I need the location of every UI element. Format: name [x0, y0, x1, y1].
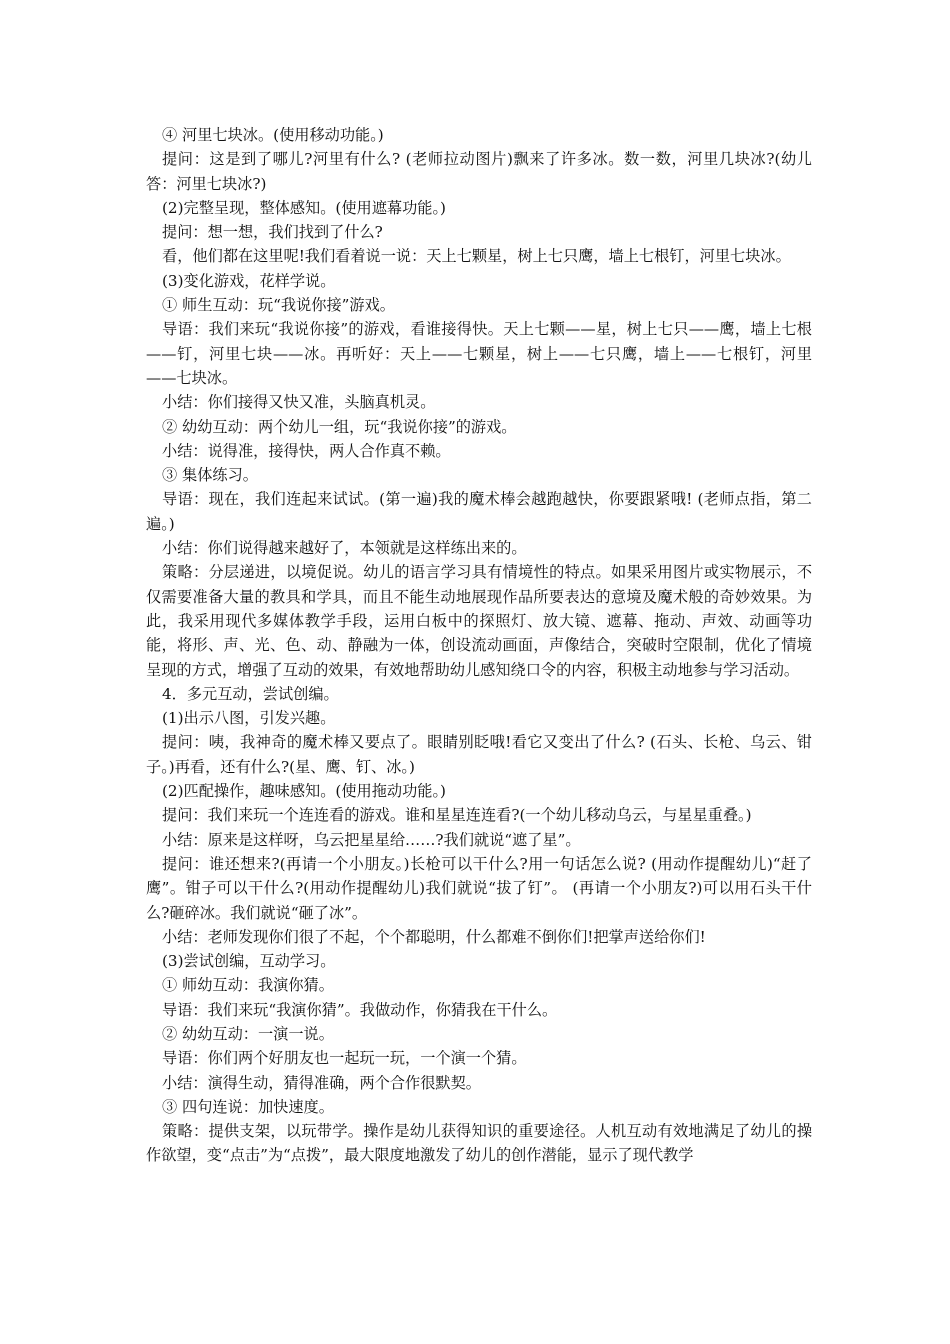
paragraph-7: ① 师生互动：玩“我说你接”游戏。 [162, 296, 395, 315]
paragraph-6: (3)变化游戏，花样学说。 [162, 271, 336, 290]
paragraph-15: 策略：分层递进，以境促说。幼儿的语言学习具有情境性的特点。如果采用图片或实物展示，不仅需要准备大量的教具和学具，而且不能生动地展现作品所要表达的意境及魔术般的奇妙效果。为此，我采用现代多媒体教学手段，运用白板中的探照灯、放大镜、遮幕、拖动、声效、动画等功能，将形、声、光、色、动、静融为一体，创设流动画面，声像结合，突破时空限制，优化了情境呈现的方式，增强了互动的效果，有效地帮助幼儿感知绕口令的内容，积极主动地参与学习活动。 [146, 563, 812, 679]
paragraph-2: 提问：这是到了哪儿?河里有什么? (老师拉动图片)飘来了许多冰。数一数，河里几块冰?(幼儿答：河里七块冰?) [146, 150, 812, 193]
paragraph-17: (1)出示八图，引发兴趣。 [162, 709, 336, 728]
paragraph-19: (2)匹配操作，趣味感知。(使用拖动功能。) [162, 782, 446, 801]
paragraph-11: 小结：说得准，接得快，两人合作真不赖。 [162, 441, 451, 460]
document-body [146, 123, 812, 1168]
paragraph-27: ② 幼幼互动：一演一说。 [162, 1024, 334, 1043]
paragraph-1: ④ 河里七块冰。(使用移动功能。) [162, 126, 384, 144]
paragraph-14: 小结：你们说得越来越好了，本领就是这样练出来的。 [162, 539, 527, 558]
paragraph-12: ③ 集体练习。 [162, 466, 258, 485]
paragraph-20: 提问：我们来玩一个连连看的游戏。谁和星星连连看?(一个幼儿移动乌云，与星星重叠。) [162, 806, 752, 825]
paragraph-3: (2)完整呈现，整体感知。(使用遮幕功能。) [162, 198, 446, 217]
paragraph-24: (3)尝试创编，互动学习。 [162, 952, 336, 971]
paragraph-31: 策略：提供支架，以玩带学。操作是幼儿获得知识的重要途径。人机互动有效地满足了幼儿的操作欲望，变“点击”为“点拨”，最大限度地激发了幼儿的创作潜能，显示了现代教学 [146, 1122, 812, 1165]
paragraph-25: ① 师幼互动：我演你猜。 [162, 976, 334, 995]
paragraph-10: ② 幼幼互动：两个幼儿一组，玩“我说你接”的游戏。 [162, 417, 517, 436]
paragraph-22: 提问：谁还想来?(再请一个小朋友。)长枪可以干什么?用一句话怎么说? (用动作提醒幼儿)“赶了鹰”。钳子可以干什么?(用动作提醒幼儿)我们就说“拔了钉”。 (再请一个小朋友?)可以用石头干什么?砸碎冰。我们就说“砸了冰”。 [146, 854, 812, 922]
paragraph-18: 提问：咦，我神奇的魔术棒又要点了。眼睛别眨哦!看它又变出了什么? (石头、长枪、乌云、钳子。)再看，还有什么?(星、鹰、钉、冰。) [146, 733, 812, 776]
paragraph-4: 提问：想一想，我们找到了什么? [162, 223, 383, 242]
paragraph-26: 导语：我们来玩“我演你猜”。我做动作，你猜我在干什么。 [162, 1000, 558, 1019]
paragraph-28: 导语：你们两个好朋友也一起玩一玩，一个演一个猜。 [162, 1049, 527, 1068]
paragraph-16: 4．多元互动，尝试创编。 [162, 684, 339, 703]
paragraph-13: 导语：现在，我们连起来试试。(第一遍)我的魔术棒会越跑越快，你要跟紧哦! (老师点指，第二遍。) [146, 490, 812, 533]
paragraph-30: ③ 四句连说：加快速度。 [162, 1097, 334, 1116]
paragraph-5: 看，他们都在这里呢!我们看着说一说：天上七颗星，树上七只鹰，墙上七根钉，河里七块冰。 [162, 247, 791, 266]
paragraph-21: 小结：原来是这样呀，乌云把星星给……?我们就说“遮了星”。 [162, 830, 581, 849]
paragraph-29: 小结：演得生动，猜得准确，两个合作很默契。 [162, 1073, 481, 1092]
paragraph-9: 小结：你们接得又快又准，头脑真机灵。 [162, 393, 436, 412]
paragraph-8: 导语：我们来玩“我说你接”的游戏，看谁接得快。天上七颗——星，树上七只——鹰，墙上七根——钉，河里七块——冰。再听好：天上——七颗星，树上——七只鹰，墙上——七根钉，河里——七块冰。 [146, 320, 812, 387]
paragraph-23: 小结：老师发现你们很了不起，个个都聪明，什么都难不倒你们!把掌声送给你们! [162, 927, 706, 946]
